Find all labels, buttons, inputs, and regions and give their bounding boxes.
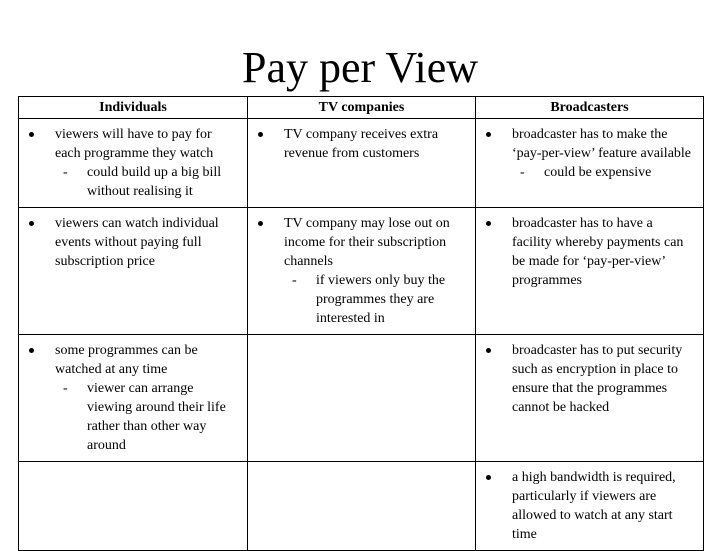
point-text: broadcaster has to put security such as encryption in place to ensure that the programmes cannot be hacked xyxy=(512,343,683,415)
point-text: broadcaster has to have a facility whereby payments can be made for ‘pay-per-view’ programmes xyxy=(512,216,684,288)
sub-point-text: could be expensive xyxy=(544,165,652,180)
header-broadcasters: Broadcasters xyxy=(476,97,704,119)
cell-individuals xyxy=(19,119,248,208)
page-title: Pay per View xyxy=(241,43,479,92)
sub-point xyxy=(512,163,695,182)
cell-tv-companies xyxy=(248,208,476,335)
comparison-table xyxy=(18,96,704,551)
sub-point xyxy=(55,163,239,201)
bullet-icon xyxy=(486,132,491,137)
table-row xyxy=(19,462,704,551)
sub-point-text: could build up a big bill without realising it xyxy=(87,165,222,199)
dash-icon: - xyxy=(63,381,68,396)
table-row xyxy=(19,119,704,208)
point-text: viewers can watch individual events without paying full subscription price xyxy=(55,216,219,269)
table-row xyxy=(19,335,704,462)
cell-broadcasters xyxy=(476,208,704,335)
point-text: TV company receives extra revenue from customers xyxy=(284,127,439,161)
sub-point xyxy=(55,379,239,455)
cell-individuals xyxy=(19,208,248,335)
point-text: some programmes can be watched at any time xyxy=(55,343,198,377)
cell-broadcasters xyxy=(476,462,704,551)
header-tv-companies: TV companies xyxy=(248,97,476,119)
cell-individuals xyxy=(19,335,248,462)
sub-point-text: if viewers only buy the programmes they are interested in xyxy=(316,273,446,326)
cell-tv-companies-empty xyxy=(248,462,476,551)
sub-point-text: viewer can arrange viewing around their life rather than other way around xyxy=(87,381,226,453)
dash-icon: - xyxy=(292,273,297,288)
cell-tv-companies-empty xyxy=(248,335,476,462)
dash-icon: - xyxy=(520,165,525,180)
bullet-icon xyxy=(258,221,263,226)
header-individuals: Individuals xyxy=(19,97,248,119)
bullet-icon xyxy=(29,348,34,353)
bullet-icon xyxy=(29,132,34,137)
sub-point xyxy=(284,271,467,328)
cell-tv-companies xyxy=(248,119,476,208)
bullet-icon xyxy=(29,221,34,226)
bullet-icon xyxy=(486,221,491,226)
point-text: viewers will have to pay for each programme they watch xyxy=(55,127,214,161)
point-text: broadcaster has to make the ‘pay-per-view’ feature available xyxy=(512,127,692,161)
cell-broadcasters xyxy=(476,335,704,462)
dash-icon: - xyxy=(63,165,68,180)
cell-broadcasters xyxy=(476,119,704,208)
point-text: a high bandwidth is required, particularly if viewers are allowed to watch at any start time xyxy=(512,470,676,542)
table-row xyxy=(19,208,704,335)
cell-individuals-empty xyxy=(19,462,248,551)
bullet-icon xyxy=(486,348,491,353)
bullet-icon xyxy=(258,132,263,137)
table-header-row xyxy=(19,97,704,119)
bullet-icon xyxy=(486,475,491,480)
point-text: TV company may lose out on income for their subscription channels xyxy=(284,216,450,269)
